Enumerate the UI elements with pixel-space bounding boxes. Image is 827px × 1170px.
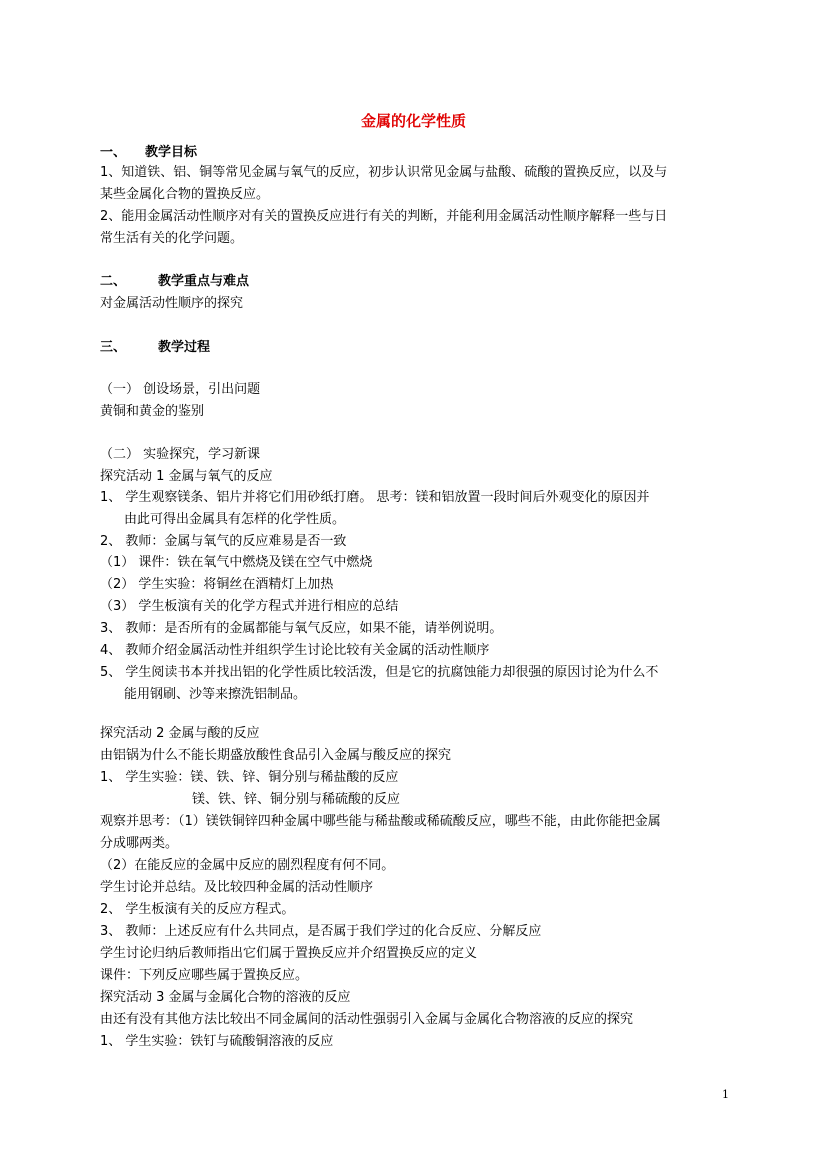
body-line: 由还有没有其他方法比较出不同金属间的活动性强弱引入金属与金属化合物溶液的反应的探究 [100,1012,634,1027]
document-title: 金属的化学性质 [360,112,466,130]
body-line: 能用钢刷、沙等来擦洗铝制品。 [124,687,307,702]
section1-heading: 教学目标 [145,145,198,160]
section2-content: 对金属活动性顺序的探究 [100,296,244,311]
body-line: 课件：下列反应哪些属于置换反应。 [100,968,309,983]
body-line: 由铝锅为什么不能长期盛放酸性食品引入金属与酸反应的探究 [100,748,452,763]
body-line: 3、 教师：上述反应有什么共同点，是否属于我们学过的化合反应、分解反应 [100,924,542,939]
body-line: （2）在能反应的金属中反应的剧烈程度有何不同。 [100,858,395,873]
body-line: 学生讨论并总结。及比较四种金属的活动性顺序 [100,880,374,895]
body-line: 分成哪两类。 [100,836,179,851]
body-line: （一） 创设场景，引出问题 [100,382,261,397]
body-line: 学生讨论归纳后教师指出它们属于置换反应并介绍置换反应的定义 [100,946,478,961]
section3-number: 三、 [100,340,127,355]
body-line: 2、 学生板演有关的反应方程式。 [100,902,295,917]
body-line: 2、 教师：金属与氧气的反应难易是否一致 [100,534,347,549]
body-line: 观察并思考：（1）镁铁铜锌四种金属中哪些能与稀盐酸或稀硫酸反应，哪些不能，由此你能把金属 [100,814,661,829]
section3-heading: 教学过程 [158,340,211,355]
body-line: 4、 教师介绍金属活动性并组织学生讨论比较有关金属的活动性顺序 [100,643,490,658]
body-line: （2） 学生实验：将铜丝在酒精灯上加热 [100,577,334,592]
section2-heading: 教学重点与难点 [158,274,250,289]
activity3-heading: 探究活动 3 金属与金属化合物的溶液的反应 [100,990,351,1005]
objective2-line1: 2、能用金属活动性顺序对有关的置换反应进行有关的判断，并能利用金属活动性顺序解释一些与日 [100,209,668,224]
page-number: 1 [722,1088,729,1101]
activity1-heading: 探究活动 1 金属与氧气的反应 [100,469,273,484]
body-line: 镁、铁、锌、铜分别与稀硫酸的反应 [192,792,401,807]
body-line: 1、 学生实验：铁钉与硫酸铜溶液的反应 [100,1034,334,1049]
objective1-line1: 1、知道铁、铝、铜等常见金属与氧气的反应，初步认识常见金属与盐酸、硫酸的置换反应，以及与 [100,165,668,180]
objective2-line2: 常生活有关的化学问题。 [100,231,244,246]
body-line: 黄铜和黄金的鉴别 [100,404,205,419]
section1-number: 一、 [100,145,127,160]
body-line: 3、 教师：是否所有的金属都能与氧气反应，如果不能，请举例说明。 [100,621,503,636]
activity2-heading: 探究活动 2 金属与酸的反应 [100,726,260,741]
body-line: 1、 学生实验：镁、铁、锌、铜分别与稀盐酸的反应 [100,770,399,785]
body-line: （1） 课件：铁在氧气中燃烧及镁在空气中燃烧 [100,555,373,570]
section2-number: 二、 [100,274,127,289]
body-line: 5、 学生阅读书本并找出铝的化学性质比较活泼，但是它的抗腐蚀能力却很强的原因讨论为什么不 [100,665,659,680]
body-line: （二） 实验探究，学习新课 [100,447,261,462]
body-line: （3） 学生板演有关的化学方程式并进行相应的总结 [100,599,399,614]
body-line: 由此可得出金属具有怎样的化学性质。 [124,512,346,527]
objective1-line2: 某些金属化合物的置换反应。 [100,187,270,202]
body-line: 1、 学生观察镁条、铝片并将它们用砂纸打磨。 思考：镁和铝放置一段时间后外观变化的原因并 [100,490,650,505]
